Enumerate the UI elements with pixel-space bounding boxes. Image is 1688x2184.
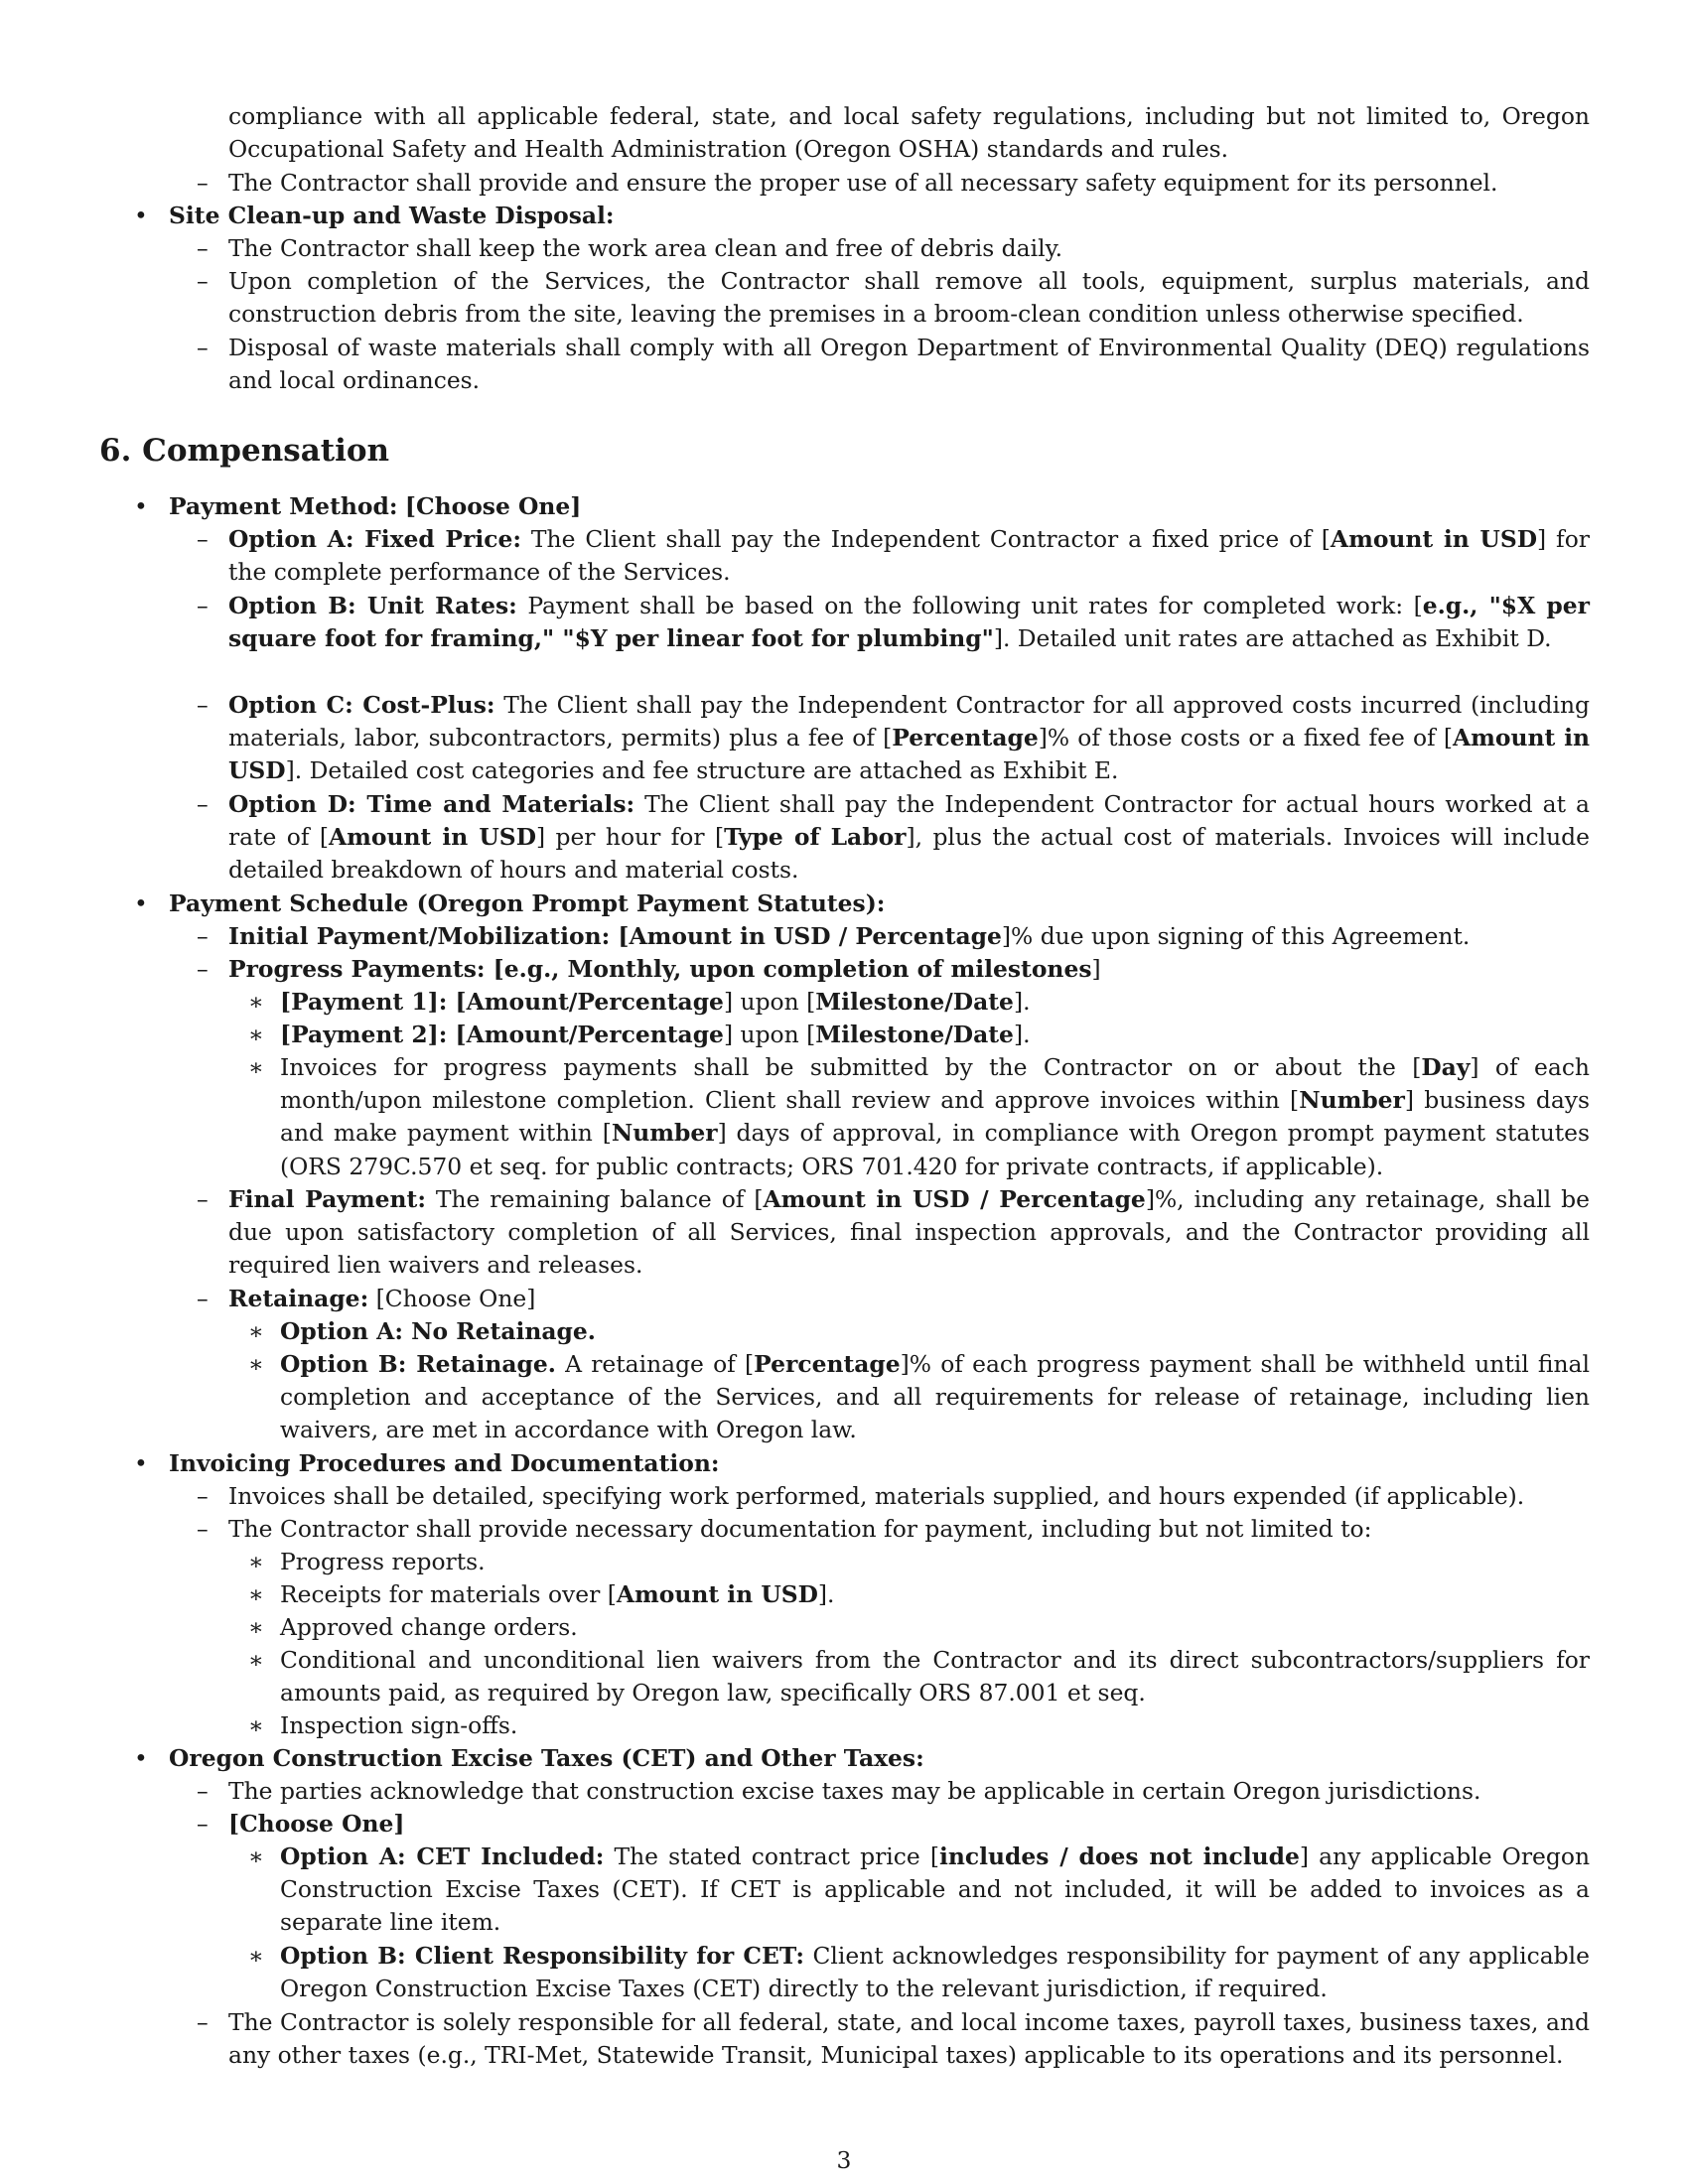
payment-1-sep: ]: [ <box>427 988 467 1016</box>
taxes-choose-item <box>197 1808 1590 1841</box>
taxes-text-1: The parties acknowledge that construction excise taxes may be applicable in certain Oregon jurisdictions. <box>228 1777 1481 1805</box>
initial-payment-placeholder: Amount in USD / Percentage <box>629 922 1002 950</box>
doc-text-2: Receipts for materials over [ <box>280 1580 617 1608</box>
option-c-text-end: ]. Detailed cost categories and fee structure are attached as Exhibit E. <box>285 756 1119 785</box>
invoices-note-number-1: Number <box>1299 1086 1405 1115</box>
progress-payments-bracket: [ <box>485 955 504 983</box>
option-b-item <box>197 590 1590 655</box>
dash-bullet: – <box>197 691 209 719</box>
page-number: 3 <box>836 2146 852 2174</box>
option-b-label: Option B: Unit Rates: <box>228 592 517 619</box>
taxes-choose: [Choose One] <box>228 1810 405 1838</box>
payment-2-name: Payment 2 <box>291 1021 428 1048</box>
dash-bullet: – <box>197 234 209 262</box>
option-c-item <box>197 689 1590 788</box>
option-a-item <box>197 523 1590 589</box>
cet-option-b-label: Option B: Client Responsibility for CET: <box>280 1942 805 1970</box>
dash-bullet: – <box>197 525 209 553</box>
retainage-option-a-label: Option A: No Retainage. <box>280 1317 596 1345</box>
invoices-note-text: Invoices for progress payments shall be submitted by the Contractor on or about the [ <box>280 1053 1422 1081</box>
dash-bullet: – <box>197 2008 209 2036</box>
doc-text-4: Conditional and unconditional lien waivers from the Contractor and its direct subcontractors/suppliers for amounts paid, as required by Oregon law, specifically ORS 87.001 et seq. <box>280 1646 1590 1707</box>
dash-bullet: – <box>197 1185 209 1213</box>
final-payment-item <box>197 1183 1590 1283</box>
doc-item-5 <box>248 1709 1590 1742</box>
payment-1-open: [ <box>280 988 292 1016</box>
invoicing-item-1 <box>197 1480 1590 1513</box>
dash-bullet: – <box>197 955 209 983</box>
option-a-placeholder: Amount in USD <box>1330 525 1537 553</box>
invoices-note-item <box>248 1051 1590 1183</box>
retainage-option-b-item <box>248 1348 1590 1447</box>
star-bullet: ∗ <box>248 1711 264 1739</box>
payment-2-open: [ <box>280 1021 292 1048</box>
payment-schedule-item <box>134 887 1590 920</box>
option-a-text: The Client shall pay the Independent Contractor a fixed price of [ <box>520 525 1331 553</box>
dash-bullet: – <box>197 169 209 197</box>
dash-bullet: – <box>197 334 209 361</box>
taxes-item <box>134 1742 1590 1775</box>
cleanup-label: Site Clean-up and Waste Disposal: <box>169 202 615 229</box>
doc-text-2-end: ]. <box>817 1580 835 1608</box>
cleanup-text-2: Upon completion of the Services, the Contractor shall remove all tools, equipment, surplus materials, and construction debris from the site, leaving the premises in a broom-clean condition unless otherwise specified. <box>228 267 1590 329</box>
star-bullet: ∗ <box>248 1021 264 1048</box>
cleanup-text-3: Disposal of waste materials shall comply with all Oregon Department of Environmental Quality (DEQ) regulations and local ordinances. <box>228 334 1590 395</box>
payment-1-name: Payment 1 <box>291 988 428 1016</box>
progress-payments-placeholder: e.g., Monthly, upon completion of milestones <box>503 955 1092 983</box>
payment-2-sep: ]: [ <box>427 1021 467 1048</box>
option-a-label: Option A: Fixed Price: <box>228 525 521 553</box>
taxes-text-3: The Contractor is solely responsible for all federal, state, and local income taxes, payroll taxes, business taxes, and any other taxes (e.g., TRI-Met, Statewide Transit, Municipal taxes) applicable to its operations and its personnel. <box>228 2008 1590 2070</box>
payment-1-upon: ] upon [ <box>723 988 816 1016</box>
retainage-option-b-text-end: ]% of each progress payment shall be withheld until final completion and acceptance of the Services, and all requirements for release of retainage, including lien waivers, are met in accordance with Oregon law. <box>280 1350 1590 1444</box>
dash-bullet: – <box>197 592 209 619</box>
dot-bullet: • <box>134 1744 148 1772</box>
option-d-labor: Type of Labor <box>724 823 907 852</box>
doc-2-amount: Amount in USD <box>616 1580 818 1608</box>
cleanup-text-1: The Contractor shall keep the work area clean and free of debris daily. <box>228 234 1063 262</box>
payment-1-amount: Amount/Percentage <box>466 988 724 1016</box>
retainage-item <box>197 1283 1590 1315</box>
progress-payments-close: ] <box>1091 955 1101 983</box>
progress-payments-label: Progress Payments: <box>228 955 486 983</box>
star-bullet: ∗ <box>248 1350 264 1378</box>
dot-bullet: • <box>134 202 148 229</box>
option-b-text: Payment shall be based on the following unit rates for completed work: [ <box>516 592 1423 619</box>
invoices-note-text-4: ] days of approval, in compliance with Oregon prompt payment statutes (ORS 279C.570 et seq. for public contracts; ORS 701.420 for private contracts, if applicable). <box>280 1119 1591 1180</box>
taxes-label: Oregon Construction Excise Taxes (CET) and Other Taxes: <box>169 1744 924 1772</box>
invoices-note-day: Day <box>1421 1053 1471 1081</box>
payment-schedule-label: Payment Schedule (Oregon Prompt Payment Statutes): <box>169 889 886 917</box>
star-bullet: ∗ <box>248 1317 264 1345</box>
option-c-label: Option C: Cost-Plus: <box>228 691 495 719</box>
taxes-item-3 <box>197 2006 1590 2072</box>
payment-1-milestone: Milestone/Date <box>815 988 1014 1016</box>
payment-method-item <box>134 490 1590 523</box>
payment-method-label: Payment Method: <box>169 492 398 520</box>
invoicing-text-1: Invoices shall be detailed, specifying work performed, materials supplied, and hours expended (if applicable). <box>228 1482 1525 1510</box>
dash-bullet: – <box>197 1515 209 1543</box>
invoicing-text-2: The Contractor shall provide necessary documentation for payment, including but not limited to: <box>228 1515 1372 1543</box>
option-b-text-end: ]. Detailed unit rates are attached as Exhibit D. <box>993 624 1552 653</box>
retainage-option-b-label: Option B: Retainage. <box>280 1350 556 1378</box>
dot-bullet: • <box>134 1449 148 1477</box>
option-d-amount: Amount in USD <box>329 823 536 852</box>
payment-method-choose: [Choose One] <box>404 492 582 520</box>
dash-bullet: – <box>197 1285 209 1312</box>
initial-payment-label: Initial Payment/Mobilization: <box>228 922 611 950</box>
invoices-note-text-2: ] of each month/upon milestone completion. Client shall review and approve invoices within [ <box>280 1053 1590 1115</box>
invoicing-label: Invoicing Procedures and Documentation: <box>169 1449 720 1477</box>
star-bullet: ∗ <box>248 1580 264 1608</box>
cet-option-a-text: The stated contract price [ <box>604 1843 939 1870</box>
payment-2-item <box>248 1019 1590 1051</box>
payment-2-upon: ] upon [ <box>723 1021 816 1048</box>
star-bullet: ∗ <box>248 1942 264 1970</box>
initial-payment-bracket: [ <box>610 922 630 950</box>
doc-text-3: Approved change orders. <box>280 1613 578 1641</box>
retainage-choose: [Choose One] <box>368 1285 536 1312</box>
doc-item-4 <box>248 1644 1590 1709</box>
star-bullet: ∗ <box>248 1646 264 1674</box>
option-d-label: Option D: Time and Materials: <box>228 790 635 818</box>
doc-text-5: Inspection sign-offs. <box>280 1711 518 1739</box>
doc-item-2 <box>248 1578 1590 1611</box>
dash-bullet: – <box>197 922 209 950</box>
invoices-note-number-2: Number <box>611 1119 718 1148</box>
cleanup-heading-item <box>134 200 1590 232</box>
retainage-option-b-text: A retainage of [ <box>555 1350 755 1378</box>
safety-equipment-item <box>197 167 1590 200</box>
option-c-text: The Client shall pay the Independent Contractor for all approved costs incurred (including materials, labor, subcontractors, permits) plus a fee of [ <box>228 691 1590 752</box>
dash-bullet: – <box>197 1810 209 1838</box>
cet-option-b-item <box>248 1940 1590 2005</box>
invoicing-item <box>134 1447 1590 1480</box>
cleanup-item-1 <box>197 232 1590 265</box>
safety-equipment-text: The Contractor shall provide and ensure the proper use of all necessary safety equipment for its personnel. <box>228 169 1498 197</box>
initial-payment-item <box>197 920 1590 953</box>
initial-payment-text: ]% due upon signing of this Agreement. <box>1001 922 1471 950</box>
payment-2-milestone: Milestone/Date <box>815 1021 1014 1048</box>
dash-bullet: – <box>197 267 209 295</box>
doc-item-3 <box>248 1611 1590 1644</box>
cet-option-a-label: Option A: CET Included: <box>280 1843 605 1870</box>
star-bullet: ∗ <box>248 988 264 1016</box>
cet-option-a-item <box>248 1841 1590 1940</box>
dash-bullet: – <box>197 790 209 818</box>
option-c-percentage: Percentage <box>892 724 1039 752</box>
dot-bullet: • <box>134 889 148 917</box>
final-payment-text: The remaining balance of [ <box>425 1185 764 1213</box>
payment-2-end: ]. <box>1013 1021 1031 1048</box>
cet-option-a-text-end: ] any applicable Oregon Construction Excise Taxes (CET). If CET is applicable and not included, it will be added to invoices as a separate line item. <box>280 1843 1591 1937</box>
doc-text-1: Progress reports. <box>280 1548 486 1575</box>
section-heading: 6. Compensation <box>99 433 390 469</box>
progress-payments-item <box>197 953 1590 986</box>
doc-item-1 <box>248 1546 1590 1578</box>
cleanup-item-2 <box>197 265 1590 331</box>
cet-option-b-text: Client acknowledges responsibility for payment of any applicable Oregon Construction Excise Taxes (CET) directly to the relevant jurisdiction, if required. <box>280 1942 1590 2003</box>
payment-2-amount: Amount/Percentage <box>466 1021 724 1048</box>
taxes-item-1 <box>197 1775 1590 1808</box>
retainage-option-b-percentage: Percentage <box>754 1350 901 1378</box>
option-d-text: The Client shall pay the Independent Contractor for actual hours worked at a rate of [ <box>228 790 1590 852</box>
dash-bullet: – <box>197 1777 209 1805</box>
final-payment-text-end: ]%, including any retainage, shall be due upon satisfactory completion of all Services, final inspection approvals, and the Contractor providing all required lien waivers and releases. <box>228 1185 1590 1280</box>
dot-bullet: • <box>134 492 148 520</box>
option-d-text-mid: ] per hour for [ <box>535 823 725 852</box>
payment-1-item <box>248 986 1590 1019</box>
cet-option-a-placeholder: includes / does not include <box>938 1843 1300 1870</box>
dash-bullet: – <box>197 1482 209 1510</box>
safety-compliance-continued: compliance with all applicable federal, state, and local safety regulations, including but not limited to, Oregon Occupational Safety and Health Administration (Oregon OSHA) standards and rules. <box>228 102 1590 164</box>
payment-1-end: ]. <box>1013 988 1031 1016</box>
option-d-text-end: ], plus the actual cost of materials. Invoices will include detailed breakdown of hours and material costs. <box>228 823 1591 885</box>
invoicing-item-2 <box>197 1513 1590 1546</box>
option-d-item <box>197 788 1590 887</box>
option-c-text-mid: ]% of those costs or a fixed fee of [ <box>1038 724 1453 752</box>
star-bullet: ∗ <box>248 1843 264 1870</box>
star-bullet: ∗ <box>248 1053 264 1081</box>
final-payment-placeholder: Amount in USD / Percentage <box>763 1185 1146 1213</box>
star-bullet: ∗ <box>248 1548 264 1575</box>
star-bullet: ∗ <box>248 1613 264 1641</box>
invoices-note-text-3: ] business days and make payment within [ <box>280 1086 1590 1148</box>
option-b-placeholder: e.g., "$X per square foot for framing," "$Y per linear foot for plumbing" <box>228 592 1590 653</box>
option-c-amount: Amount in USD <box>228 724 1590 785</box>
cleanup-item-3 <box>197 332 1590 397</box>
option-a-text-end: ] for the complete performance of the Services. <box>228 525 1590 587</box>
retainage-label: Retainage: <box>228 1285 369 1312</box>
final-payment-label: Final Payment: <box>228 1185 426 1213</box>
retainage-option-a-item <box>248 1315 1590 1348</box>
